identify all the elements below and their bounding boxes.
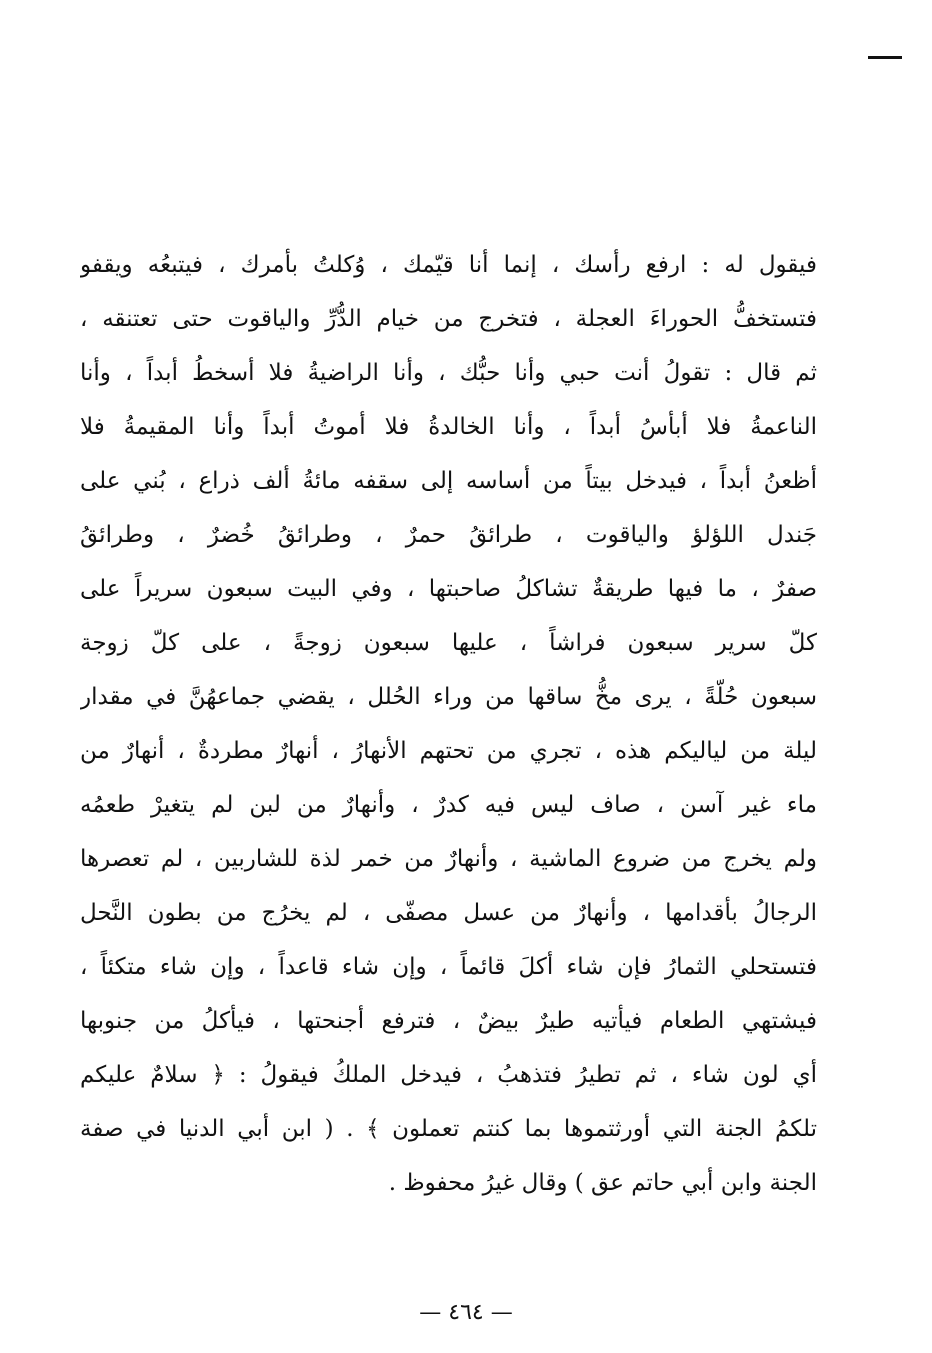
text-line: فتستخفُّ الحوراءَ العجلة ، فتخرج من خيام الدُّرِّ والياقوت حتى تعتنقه ،: [80, 306, 817, 332]
text-line: فيقول له : ارفع رأسك ، إنما أنا قيّمك ، وُكلتُ بأمرك ، فيتبعُه ويقفو: [80, 252, 817, 278]
text-line: فتستحلي الثمارُ فإن شاء أكلَ قائماً ، وإن شاء قاعداً ، وإن شاء متكئاً ،: [80, 954, 817, 980]
text-line: تلكمُ الجنة التي أورثتموها بما كنتم تعملون ﴾ . ( ابن أبي الدنيا في صفة: [80, 1116, 817, 1142]
text-line: ثم قال : تقولُ أنت حبي وأنا حبُّك ، وأنا الراضيةُ فلا أسخطُ أبداً ، وأنا: [80, 360, 817, 386]
text-line: كلّ سرير سبعون فراشاً ، عليها سبعون زوجةً ، على كلّ زوجة: [80, 630, 817, 656]
text-line: فيشتهي الطعام فيأتيه طيرٌ بيضٌ ، فترفع أجنحتها ، فيأكلُ من جنوبها: [80, 1008, 817, 1034]
text-line: الرجالُ بأقدامها ، وأنهارٌ من عسل مصفّى ، لم يخرُج من بطون النَّحل: [80, 900, 817, 926]
corner-rule: [868, 56, 902, 59]
text-line: ماء غير آسن ، صاف ليس فيه كدرٌ ، وأنهارٌ من لبن لم يتغيرْ طعمُه: [80, 792, 817, 818]
text-line: ليلة من لياليكم هذه ، تجري من تحتهم الأنهارُ ، أنهارٌ مطردةٌ ، أنهارٌ من: [80, 738, 817, 764]
text-line: الجنة وابن أبي حاتم عق ) وقال غيرُ محفوظ .: [388, 1170, 817, 1196]
text-line: أظعنُ أبداً ، فيدخل بيتاً من أساسه إلى سقفه مائةُ ألف ذراع ، بُني على: [80, 468, 817, 494]
text-line: سبعون حُلّةً ، يرى مخُّ ساقها من وراء الحُلل ، يقضي جماعهُنَّ في مقدار: [80, 684, 817, 710]
text-line: صفرٌ ، ما فيها طريقةٌ تشاكلُ صاحبتها ، وفي البيت سبعون سريراً على: [80, 576, 817, 602]
text-line: جَندل اللؤلؤ والياقوت ، طرائقُ حمرٌ ، وطرائقُ خُضرٌ ، وطرائقُ: [80, 522, 817, 548]
text-line: أي لون شاء ، ثم تطيرُ فتذهبُ ، فيدخل الملكُ فيقولُ : ﴿ سلامٌ عليكم: [80, 1062, 817, 1088]
body-text: [80, 238, 817, 1210]
text-line: ولم يخرج من ضروع الماشية ، وأنهارٌ من خمر لذة للشاربين ، لم تعصرها: [80, 846, 817, 872]
page-number: — ٤٦٤ —: [419, 1300, 513, 1325]
text-line: الناعمةُ فلا أبأسُ أبداً ، وأنا الخالدةُ فلا أموتُ أبداً وأنا المقيمةُ فلا: [80, 414, 817, 440]
